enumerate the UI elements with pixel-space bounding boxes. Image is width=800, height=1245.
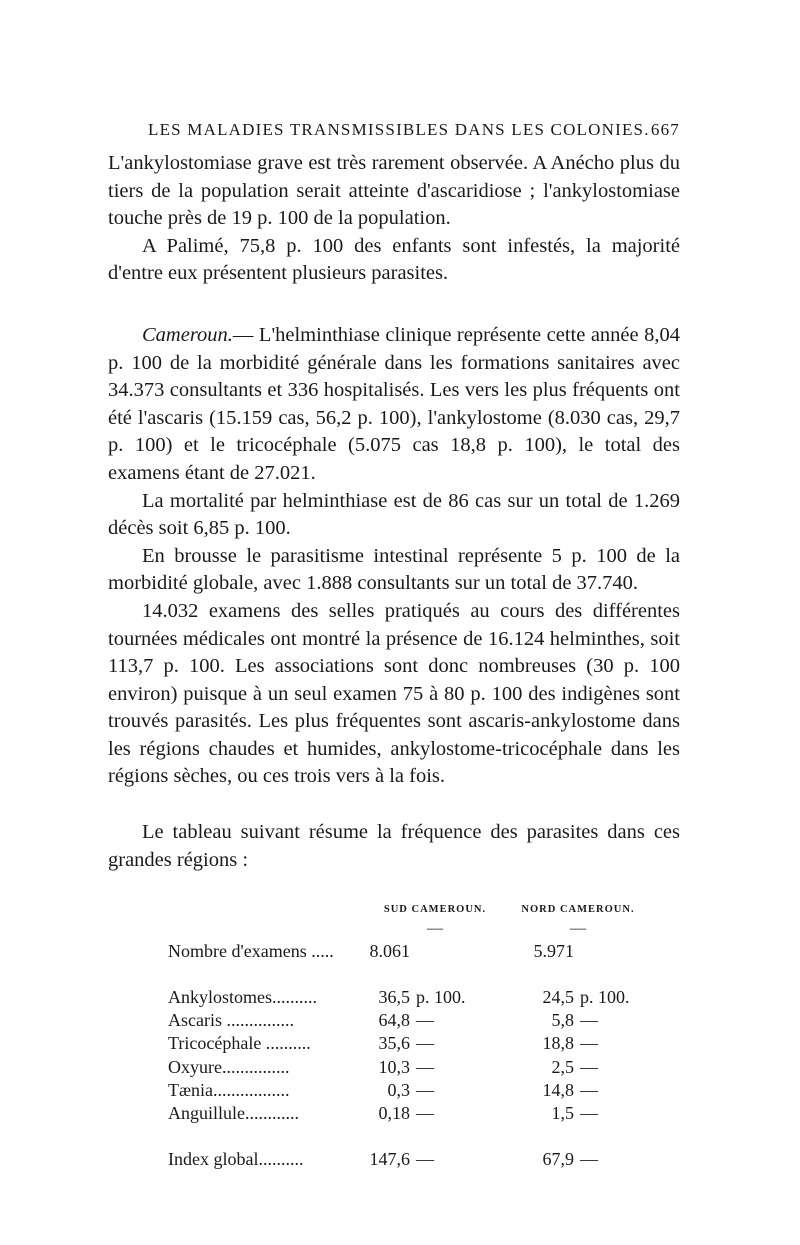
nord-value: 24,5: [542, 986, 574, 1007]
paragraph-3-text: — L'helminthiase clinique représente cette année 8,04 p. 100 de la morbidité générale dans les formations sanitaires avec 34.373 consultants et 336 hospitalisés. Les vers les plus fréquents ont été l'ascaris (15.159 cas, 56,2 p. 100), l'ankylostome (8.030 cas, 29,7 p. 100) et le tricocéphale (5.075 cas 18,8 p. 100), le total des examens étant de 27.021.: [108, 323, 680, 484]
dash: —: [570, 920, 586, 938]
table-row: [168, 1054, 640, 1077]
sud-unit: —: [416, 1079, 434, 1100]
nord-unit: —: [580, 1102, 598, 1123]
row-label: Ankylostomes..........: [168, 986, 318, 1007]
table-row: [168, 985, 640, 1008]
running-header: [148, 120, 680, 140]
row-label: Oxyure...............: [168, 1056, 290, 1077]
sud-value: 36,5: [378, 986, 410, 1007]
nord-value: 67,9: [542, 1149, 574, 1170]
cameroun-label: Cameroun.: [142, 323, 233, 346]
paragraph-2: A Palimé, 75,8 p. 100 des enfants sont infestés, la majorité d'entre eux présentent plusieurs parasites.: [108, 234, 680, 285]
sud-value: 35,6: [378, 1033, 410, 1054]
sud-value: 64,8: [378, 1010, 410, 1031]
col-header-nord: NORD CAMEROUN.: [521, 904, 635, 916]
paragraph-1: L'ankylostomiase grave est très rarement observée. A Anécho plus du tiers de la population serait atteinte d'ascaridiose ; l'ankylostomiase touche près de 19 p. 100 de la population.: [108, 152, 680, 230]
row-label: Nombre d'examens .....: [168, 940, 334, 961]
sud-unit: —: [416, 1149, 434, 1170]
row-label: Tricocéphale ..........: [168, 1033, 311, 1054]
table-row: [168, 938, 640, 961]
nord-value: 5.971: [533, 940, 574, 961]
row-label: Index global..........: [168, 1149, 304, 1170]
nord-value: 2,5: [551, 1056, 574, 1077]
sud-unit: —: [416, 1102, 434, 1123]
body-text: [108, 150, 680, 874]
nord-value: 14,8: [542, 1079, 574, 1100]
row-label: Ascaris ...............: [168, 1010, 294, 1031]
sud-unit: [416, 938, 516, 961]
nord-unit: —: [580, 1056, 598, 1077]
row-label: Anguillule............: [168, 1102, 299, 1123]
table-row-total: [168, 1147, 640, 1170]
sud-value: 0,18: [378, 1102, 410, 1123]
page-number: 667: [650, 120, 680, 139]
table-header-row: [168, 892, 640, 915]
paragraph-7: Le tableau suivant résume la fréquence des parasites dans ces grandes régions :: [108, 821, 680, 871]
nord-value: 5,8: [551, 1010, 574, 1031]
table-row: [168, 1101, 640, 1124]
nord-unit: —: [580, 1033, 598, 1054]
paragraph-cameroun: [108, 322, 680, 488]
paragraph-6: 14.032 examens des selles pratiqués au cours des différentes tournées médicales ont montré la présence de 16.124 helminthes, soit 113,7 p. 100. Les associations sont donc nombreuses (30 p. 100 environ) puisque à un seul examen 75 à 80 p. 100 des indigènes sont trouvés parasités. Les plus fréquentes sont ascaris-ankylostome dans les régions chaudes et humides, ankylostome-tricocéphale dans les régions sèches, ou ces trois vers à la fois.: [108, 599, 680, 788]
nord-unit: —: [580, 1079, 598, 1100]
row-label: Tænia.................: [168, 1079, 290, 1100]
col-header-sud: SUD CAMEROUN.: [383, 904, 487, 916]
paragraph-4: La mortalité par helminthiase est de 86 cas sur un total de 1.269 décès soit 6,85 p. 100.: [108, 489, 680, 540]
dash: —: [427, 920, 443, 938]
nord-unit: p. 100.: [580, 986, 630, 1007]
paragraph-5: En brousse le parasitisme intestinal représente 5 p. 100 de la morbidité globale, avec 1.888 consultants sur un total de 37.740.: [108, 544, 680, 595]
running-title: LES MALADIES TRANSMISSIBLES DANS LES COLONIES.: [148, 120, 650, 139]
table-row: [168, 1031, 640, 1054]
nord-value: 1,5: [551, 1102, 574, 1123]
parasite-table: [168, 892, 640, 1170]
sud-value: 8.061: [369, 940, 410, 961]
sud-unit: p. 100.: [416, 986, 466, 1007]
sud-unit: —: [416, 1010, 434, 1031]
table-row: [168, 1008, 640, 1031]
sud-unit: —: [416, 1033, 434, 1054]
table-row: [168, 1078, 640, 1101]
sud-unit: —: [416, 1056, 434, 1077]
nord-value: 18,8: [542, 1033, 574, 1054]
sud-value: 0,3: [387, 1079, 410, 1100]
nord-unit: [580, 938, 640, 961]
table-dash-row: [168, 915, 640, 938]
sud-value: 147,6: [369, 1149, 410, 1170]
sud-value: 10,3: [378, 1056, 410, 1077]
nord-unit: —: [580, 1149, 598, 1170]
nord-unit: —: [580, 1010, 598, 1031]
